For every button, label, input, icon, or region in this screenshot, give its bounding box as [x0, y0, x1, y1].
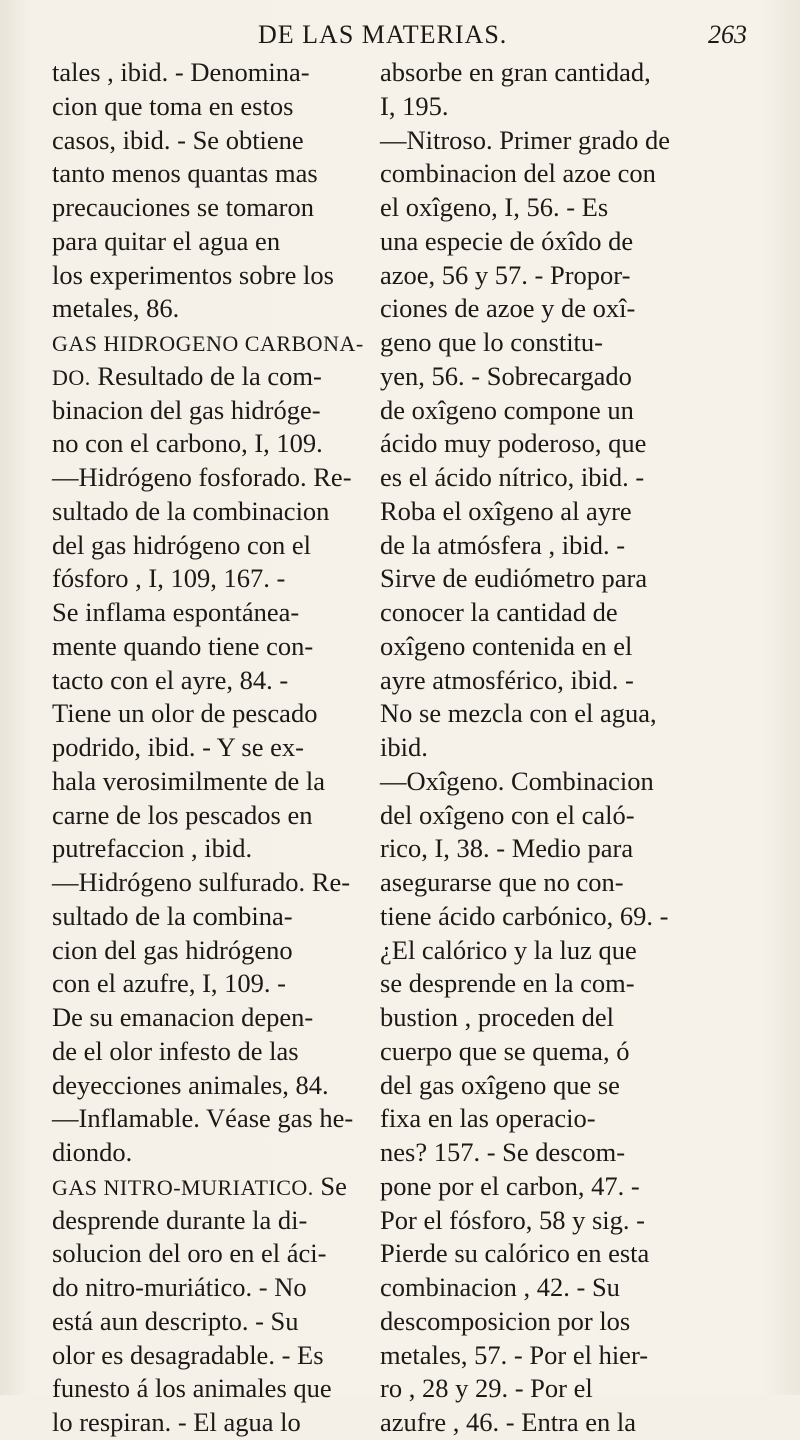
text-line: tacto con el ayre, 84. - [52, 664, 289, 695]
text-line: combinacion , 42. - Su [380, 1272, 620, 1302]
text-line: sultado de la combina- [52, 900, 293, 931]
text-line: No se mezcla con el agua, [380, 698, 657, 729]
text-line: I, 195. [380, 90, 449, 121]
text-line: combinacion del azoe con [380, 158, 656, 189]
text-line: carne de los pescados en [52, 799, 313, 830]
text-line: funesto á los animales que [52, 1373, 332, 1404]
text-line: mente quando tiene con- [52, 630, 314, 661]
text-line: ciones de azoe y de oxî- [380, 293, 636, 324]
text-line: olor es desagradable. - Es [52, 1339, 324, 1370]
text-line: casos, ibid. - Se obtiene [52, 124, 304, 155]
text-line: del gas oxîgeno que se [380, 1069, 620, 1100]
text-line: con el azufre, I, 109. - [52, 968, 286, 999]
text-line: cion del gas hidrógeno [52, 934, 293, 965]
text-line: ¿El calórico y la luz que [380, 934, 637, 965]
text-line: cion que toma en estos [52, 90, 294, 121]
text-line: yen, 56. - Sobrecargado [380, 360, 632, 391]
text-line: hala verosimilmente de la [52, 765, 325, 796]
text-line: —Inflamable. Véase gas he- [52, 1103, 354, 1134]
text-line: una especie de óxîdo de [380, 225, 634, 256]
text-line: GAS HIDROGENO CARBONA- [52, 331, 364, 356]
text-line: asegurarse que no con- [380, 867, 624, 897]
text-line: rico, I, 38. - Medio para [380, 833, 634, 864]
text-line: nes? 157. - Se descom- [380, 1137, 626, 1167]
text-line: ácido muy poderoso, que [380, 428, 647, 459]
text-line: fósforo , I, 109, 167. - [52, 563, 286, 594]
text-line: oxîgeno contenida en el [380, 630, 633, 661]
text-line: binacion del gas hidróge- [52, 394, 321, 425]
text-line: desprende durante la di- [52, 1204, 308, 1235]
text-line: del gas hidrógeno con el [52, 529, 312, 560]
text-line: tanto menos quantas mas [52, 158, 318, 189]
text-line: solucion del oro en el áci- [52, 1238, 327, 1269]
text-line: metales, 57. - Por el hier- [380, 1339, 649, 1370]
text-line: Roba el oxîgeno al ayre [380, 495, 632, 526]
text-line: azufre , 46. - Entra en la [380, 1407, 637, 1437]
text-line: Pierde su calórico en esta [380, 1238, 650, 1269]
page-header [0, 18, 800, 58]
text-line: geno que lo constitu- [380, 327, 603, 357]
text-line: putrefaccion , ibid. [52, 833, 253, 864]
text-line: sultado de la combinacion [52, 495, 330, 526]
text-line: tales , ibid. - Denomina- [52, 57, 310, 87]
running-head: DE LAS MATERIAS. [258, 20, 508, 49]
text-line: —Hidrógeno fosforado. Re- [52, 462, 352, 492]
text-line: los experimentos sobre los [52, 259, 334, 290]
text-line: es el ácido nítrico, ibid. - [380, 462, 645, 492]
text-line: —Hidrógeno sulfurado. Re- [52, 867, 351, 897]
text-line: ro , 28 y 29. - Por el [380, 1373, 593, 1404]
text-line: —Oxîgeno. Combinacion [380, 765, 654, 796]
text-line: DO. Resultado de la com- [52, 360, 322, 391]
text-line: conocer la cantidad de [380, 597, 618, 627]
text-line: azoe, 56 y 57. - Propor- [380, 259, 631, 290]
text-line: —Nitroso. Primer grado de [380, 124, 670, 155]
text-line: absorbe en gran cantidad, [380, 57, 651, 87]
text-line: descomposicion por los [380, 1305, 631, 1336]
text-line: Por el fósforo, 58 y sig. - [380, 1204, 645, 1235]
text-line: para quitar el agua en [52, 225, 281, 256]
text-line: Sirve de eudiómetro para [380, 563, 648, 594]
text-line: ibid. [380, 732, 428, 762]
page-number: 263 [708, 20, 747, 49]
text-line: cuerpo que se quema, ó [380, 1035, 630, 1066]
text-line: De su emanacion depen- [52, 1002, 314, 1032]
text-line: Se inflama espontánea- [52, 597, 300, 627]
text-line: do nitro-muriático. - No [52, 1272, 307, 1302]
text-line: de la atmósfera , ibid. - [380, 529, 626, 560]
text-line: de oxîgeno compone un [380, 394, 634, 425]
text-line: pone por el carbon, 47. - [380, 1170, 640, 1201]
text-line: bustion , proceden del [380, 1002, 615, 1032]
text-line: metales, 86. [52, 293, 180, 324]
text-line: diondo. [52, 1137, 133, 1167]
text-line: de el olor infesto de las [52, 1035, 299, 1066]
text-line: deyecciones animales, 84. [52, 1069, 329, 1100]
right-column [380, 56, 770, 1440]
text-line: no con el carbono, I, 109. [52, 428, 323, 459]
text-line: ayre atmosférico, ibid. - [380, 664, 634, 695]
text-line: GAS NITRO-MURIATICO. Se [52, 1170, 347, 1201]
text-line: está aun descripto. - Su [52, 1305, 299, 1336]
text-line: del oxîgeno con el caló- [380, 799, 635, 830]
text-line: el oxîgeno, I, 56. - Es [380, 192, 609, 222]
text-line: Tiene un olor de pescado [52, 698, 318, 729]
text-line: lo respiran. - El agua lo [52, 1407, 301, 1437]
text-line: podrido, ibid. - Y se ex- [52, 732, 304, 762]
text-line: tiene ácido carbónico, 69. - [380, 900, 669, 931]
text-line: fixa en las operacio- [380, 1103, 596, 1134]
text-line: precauciones se tomaron [52, 192, 314, 222]
left-column [52, 56, 364, 1440]
text-line: se desprende en la com- [380, 968, 635, 999]
